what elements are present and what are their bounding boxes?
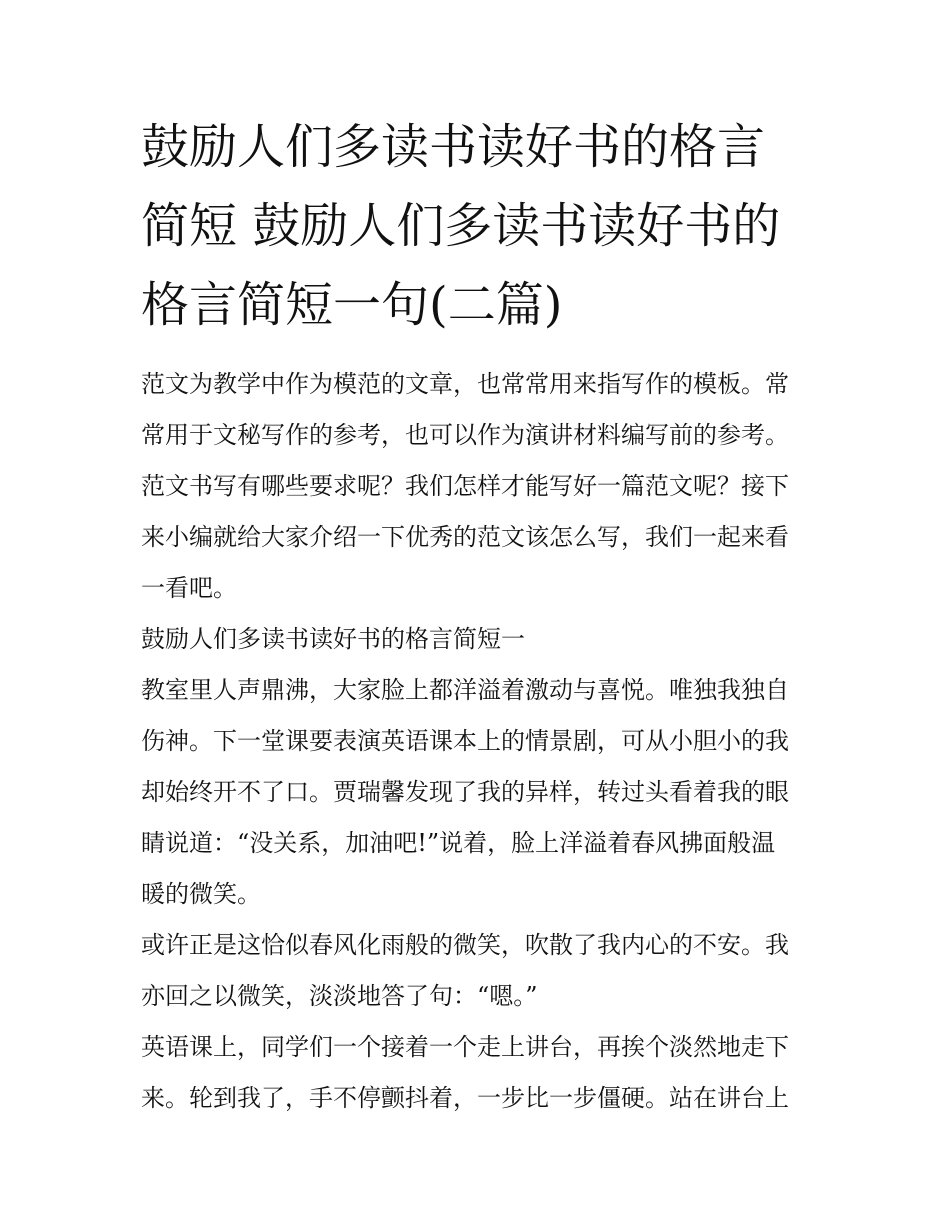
document-page [141, 108, 813, 1124]
text-line: 常用于文秘写作的参考，也可以作为演讲材料编写前的参考。 [141, 421, 789, 449]
text-line: 亦回之以微笑，淡淡地答了句：“嗯。” [141, 982, 538, 1010]
text-line: 暖的微笑。 [141, 880, 261, 908]
text-line: 却始终开不了口。贾瑞馨发现了我的异样，转过头看着我的眼 [141, 778, 789, 806]
text-line: 一看吧。 [141, 574, 237, 602]
document-title [141, 108, 813, 345]
section-heading [141, 614, 813, 665]
story-paragraph [141, 665, 813, 920]
text-line: 教室里人声鼎沸，大家脸上都洋溢着激动与喜悦。唯独我独自 [141, 676, 789, 704]
title-line: 格言简短一句(二篇) [141, 277, 563, 333]
story-paragraph [141, 1022, 813, 1124]
title-line: 简短 鼓励人们多读书读好书的 [141, 198, 781, 254]
intro-paragraph [141, 359, 813, 614]
text-line: 范文书写有哪些要求呢？我们怎样才能写好一篇范文呢？接下 [141, 472, 789, 500]
text-line: 范文为教学中作为模范的文章，也常常用来指写作的模板。常 [141, 370, 789, 398]
text-line: 伤神。下一堂课要表演英语课本上的情景剧，可从小胆小的我 [141, 727, 789, 755]
text-line: 来。轮到我了，手不停颤抖着，一步比一步僵硬。站在讲台上 [141, 1084, 789, 1112]
story-paragraph [141, 920, 813, 1022]
title-line: 鼓励人们多读书读好书的格言 [141, 119, 766, 175]
text-line: 睛说道：“没关系，加油吧!”说着，脸上洋溢着春风拂面般温 [141, 829, 776, 857]
text-line: 来小编就给大家介绍一下优秀的范文该怎么写，我们一起来看 [141, 523, 789, 551]
text-line: 或许正是这恰似春风化雨般的微笑，吹散了我内心的不安。我 [141, 931, 789, 959]
document-body [141, 359, 813, 1124]
text-line: 鼓励人们多读书读好书的格言简短一 [141, 625, 525, 653]
text-line: 英语课上，同学们一个接着一个走上讲台，再挨个淡然地走下 [141, 1033, 789, 1061]
